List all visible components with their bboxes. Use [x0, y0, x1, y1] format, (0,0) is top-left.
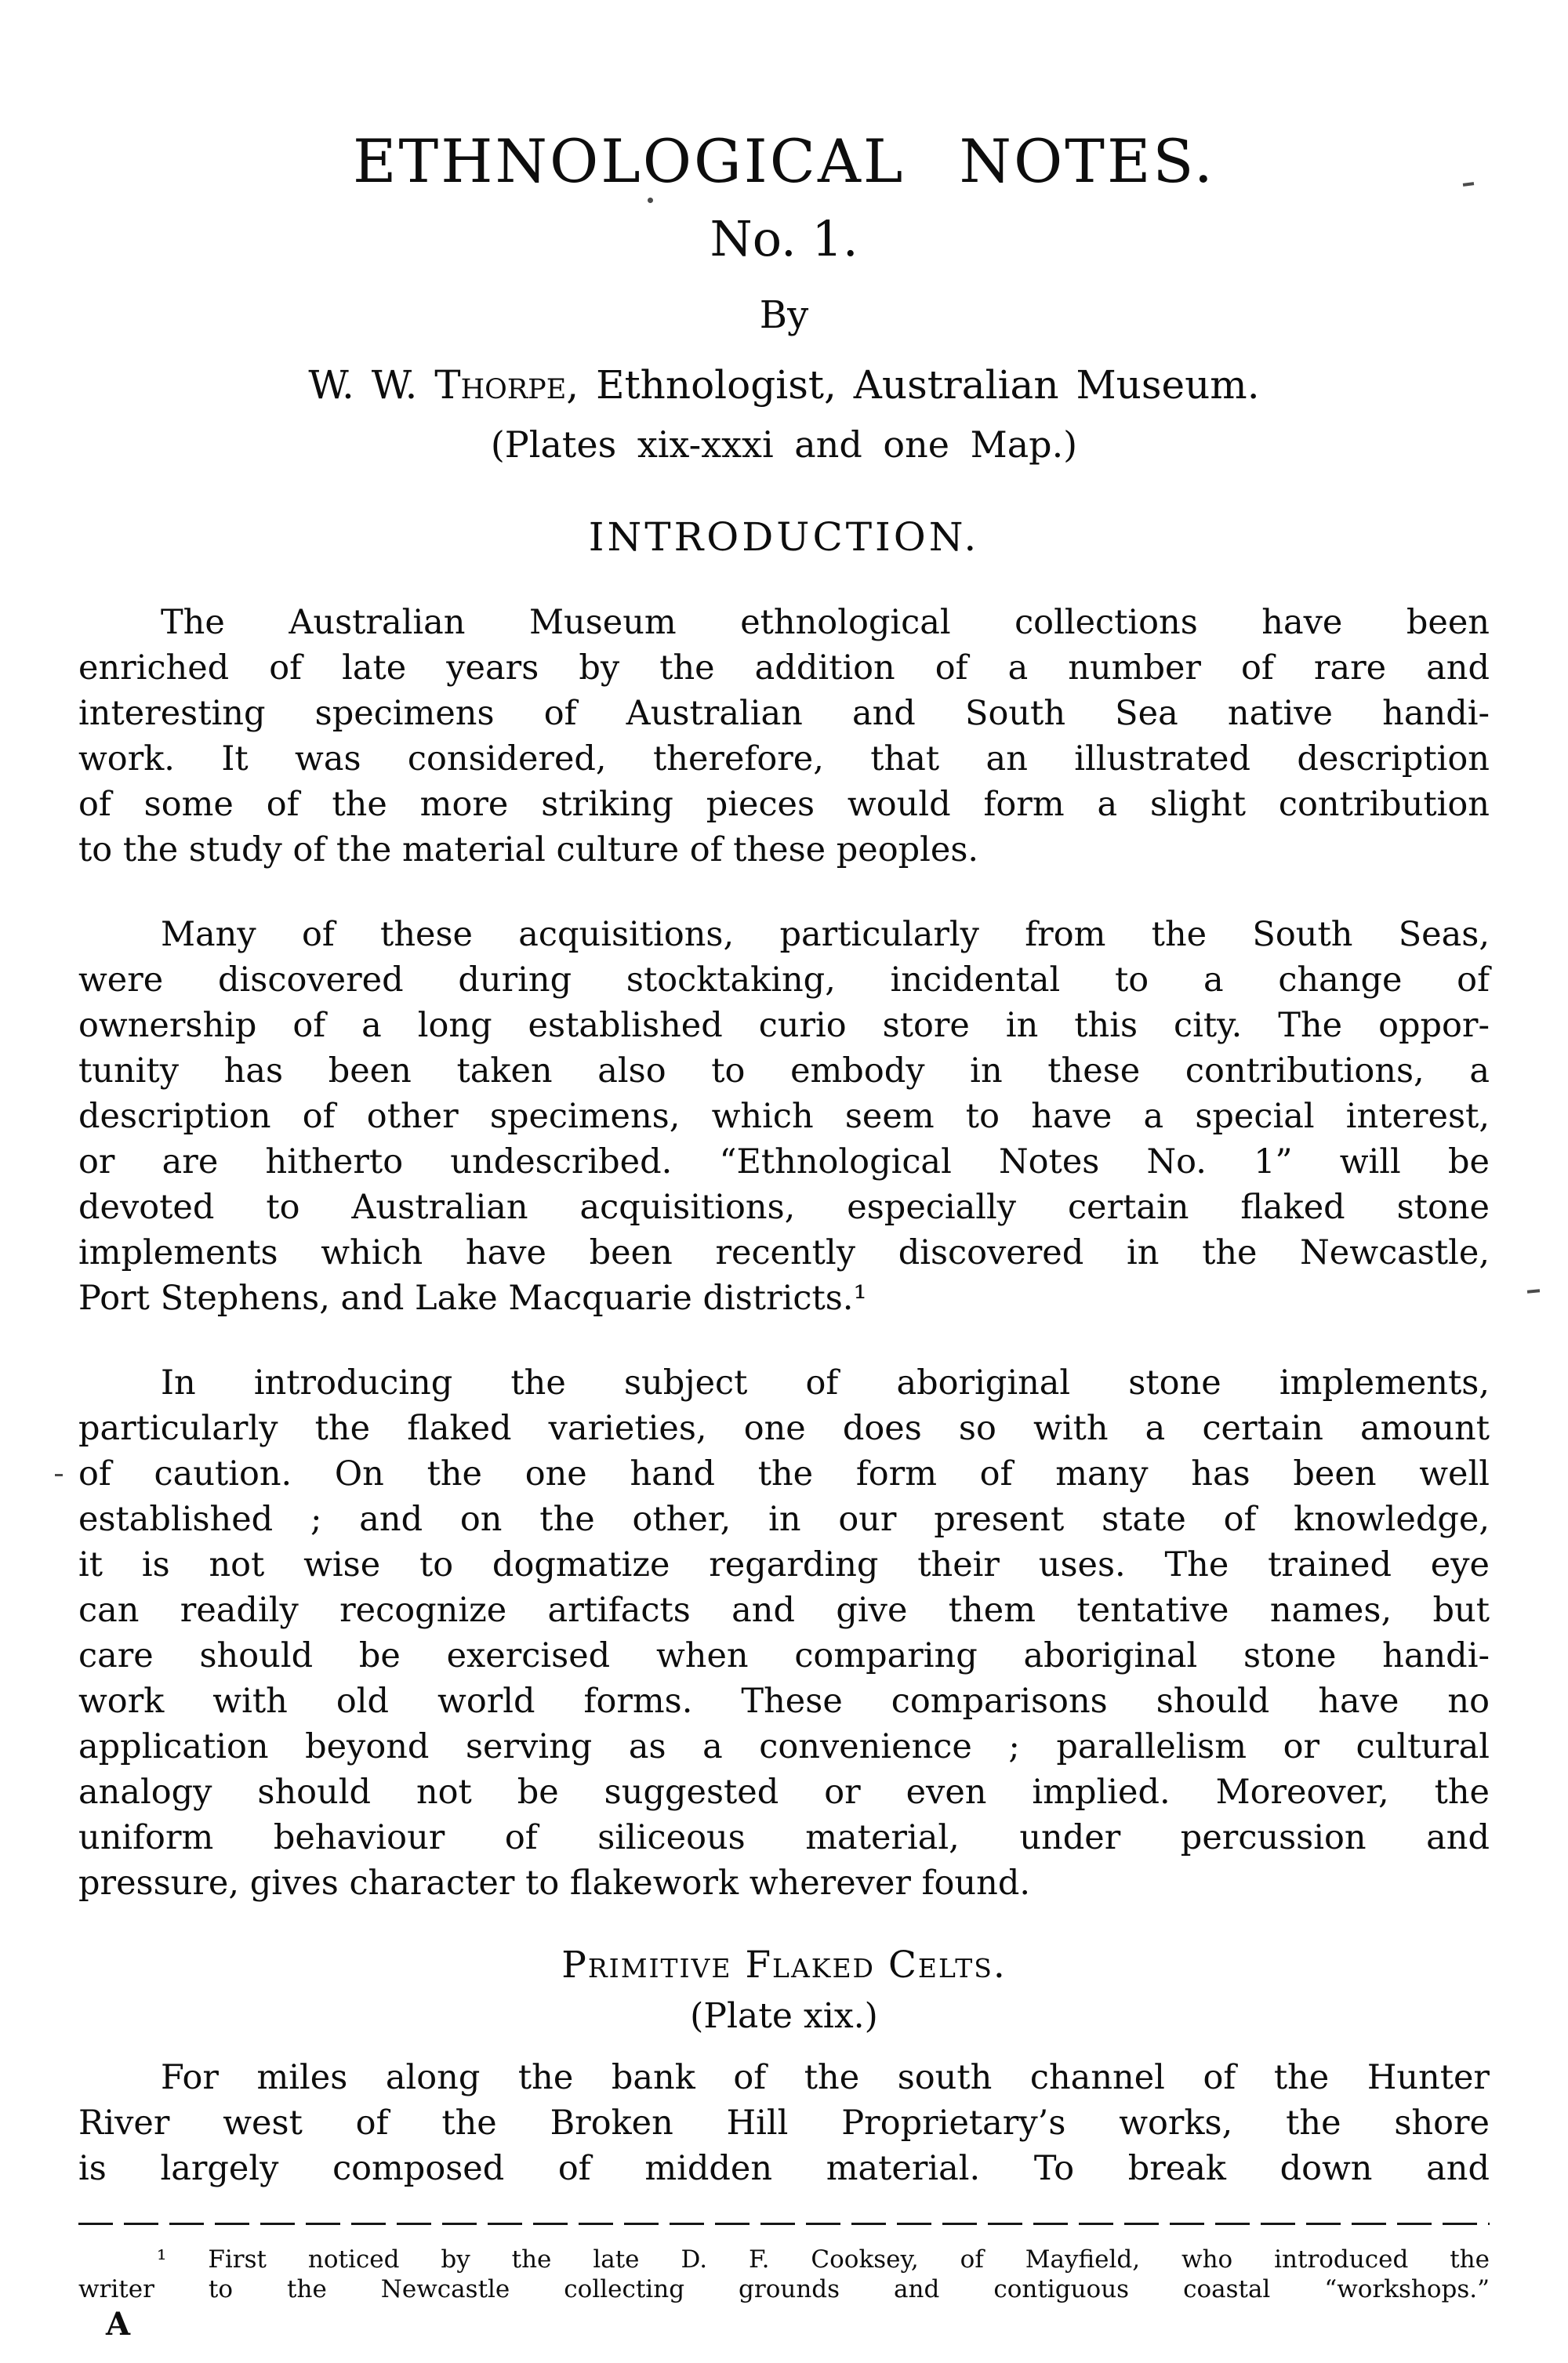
text-line: particularly the flaked varieties, one does so with a certain amount	[78, 1409, 1490, 1448]
text-line: to the study of the material culture of these peoples.	[78, 830, 979, 869]
intro-paragraph-1	[78, 600, 1490, 873]
author-title: , Ethnologist, Australian Museum.	[566, 362, 1260, 408]
text-line: uniform behaviour of siliceous material, under percussion and	[78, 1818, 1490, 1857]
text-line: analogy should not be suggested or even implied. Moreover, the	[78, 1773, 1490, 1812]
text-line: or are hitherto undescribed. “Ethnological Notes No. 1” will be	[78, 1142, 1490, 1182]
text-line: pressure, gives character to flakework wherever found.	[78, 1864, 1031, 1903]
intro-paragraph-2	[78, 912, 1490, 1321]
page-title: ETHNOLOGICAL NOTES.	[353, 126, 1215, 196]
text-line: is largely composed of midden material. To break down and	[78, 2149, 1490, 2188]
footnote-line: writer to the Newcastle collecting grounds and contiguous coastal “workshops.”	[78, 2275, 1490, 2303]
celts-paragraph-1	[78, 2055, 1490, 2191]
footnote	[78, 2245, 1490, 2304]
scan-artifact	[55, 1474, 63, 1476]
text-line: implements which have been recently discovered in the Newcastle,	[78, 1233, 1490, 1272]
text-line: The Australian Museum ethnological collections have been	[161, 603, 1490, 642]
plates-line: (Plates xix-xxxi and one Map.)	[490, 423, 1078, 466]
text-line: ownership of a long established curio store in this city. The oppor-	[78, 1006, 1490, 1045]
author-surname: Thorpe	[434, 362, 567, 408]
scan-artifact	[1527, 1289, 1540, 1293]
text-line: River west of the Broken Hill Proprietary’s works, the shore	[78, 2103, 1490, 2143]
text-line: enriched of late years by the addition of a number of rare and	[78, 648, 1490, 688]
signature-mark: A	[106, 2306, 131, 2343]
text-line: of caution. On the one hand the form of many has been well	[78, 1454, 1490, 1494]
text-line: interesting specimens of Australian and South Sea native handi-	[78, 694, 1490, 733]
text-line: were discovered during stocktaking, incidental to a change of	[78, 960, 1490, 1000]
author-initials: W. W.	[308, 362, 435, 408]
text-line: can readily recognize artifacts and give them tentative names, but	[78, 1591, 1490, 1630]
issue-number: No. 1.	[710, 210, 858, 267]
text-line: of some of the more striking pieces would form a slight contribution	[78, 785, 1490, 824]
scan-artifact	[648, 198, 653, 203]
text-line: In introducing the subject of aboriginal stone implements,	[161, 1363, 1490, 1403]
plate-reference: (Plate xix.)	[690, 1996, 878, 2036]
celts-section-heading: Primitive Flaked Celts.	[561, 1944, 1007, 1987]
author-line	[78, 362, 1490, 408]
text-line: description of other specimens, which seem to have a special interest,	[78, 1097, 1490, 1136]
introduction-section	[78, 600, 1490, 1906]
text-line: Port Stephens, and Lake Macquarie districts.¹	[78, 1279, 867, 1318]
text-line: application beyond serving as a convenience ; parallelism or cultural	[78, 1727, 1490, 1766]
text-line: Many of these acquisitions, particularly from the South Seas,	[161, 915, 1490, 954]
intro-paragraph-3	[78, 1360, 1490, 1906]
primitive-flaked-celts-section	[78, 1945, 1490, 2191]
byline-by: By	[759, 293, 809, 337]
introduction-heading: INTRODUCTION.	[588, 514, 980, 560]
text-line: work. It was considered, therefore, that an illustrated description	[78, 739, 1490, 779]
text-line: work with old world forms. These comparisons should have no	[78, 1682, 1490, 1721]
text-line: established ; and on the other, in our present state of knowledge,	[78, 1500, 1490, 1539]
text-line: care should be exercised when comparing aboriginal stone handi-	[78, 1636, 1490, 1675]
text-line: For miles along the bank of the south channel of the Hunter	[161, 2058, 1490, 2097]
text-line: devoted to Australian acquisitions, especially certain flaked stone	[78, 1188, 1490, 1227]
footnote-line: ¹ First noticed by the late D. F. Cooksey, of Mayfield, who introduced the	[157, 2245, 1490, 2274]
footnote-divider	[78, 2223, 1490, 2225]
text-line: tunity has been taken also to embody in these contributions, a	[78, 1051, 1490, 1091]
text-line: it is not wise to dogmatize regarding their uses. The trained eye	[78, 1545, 1490, 1584]
title-block	[78, 126, 1490, 560]
